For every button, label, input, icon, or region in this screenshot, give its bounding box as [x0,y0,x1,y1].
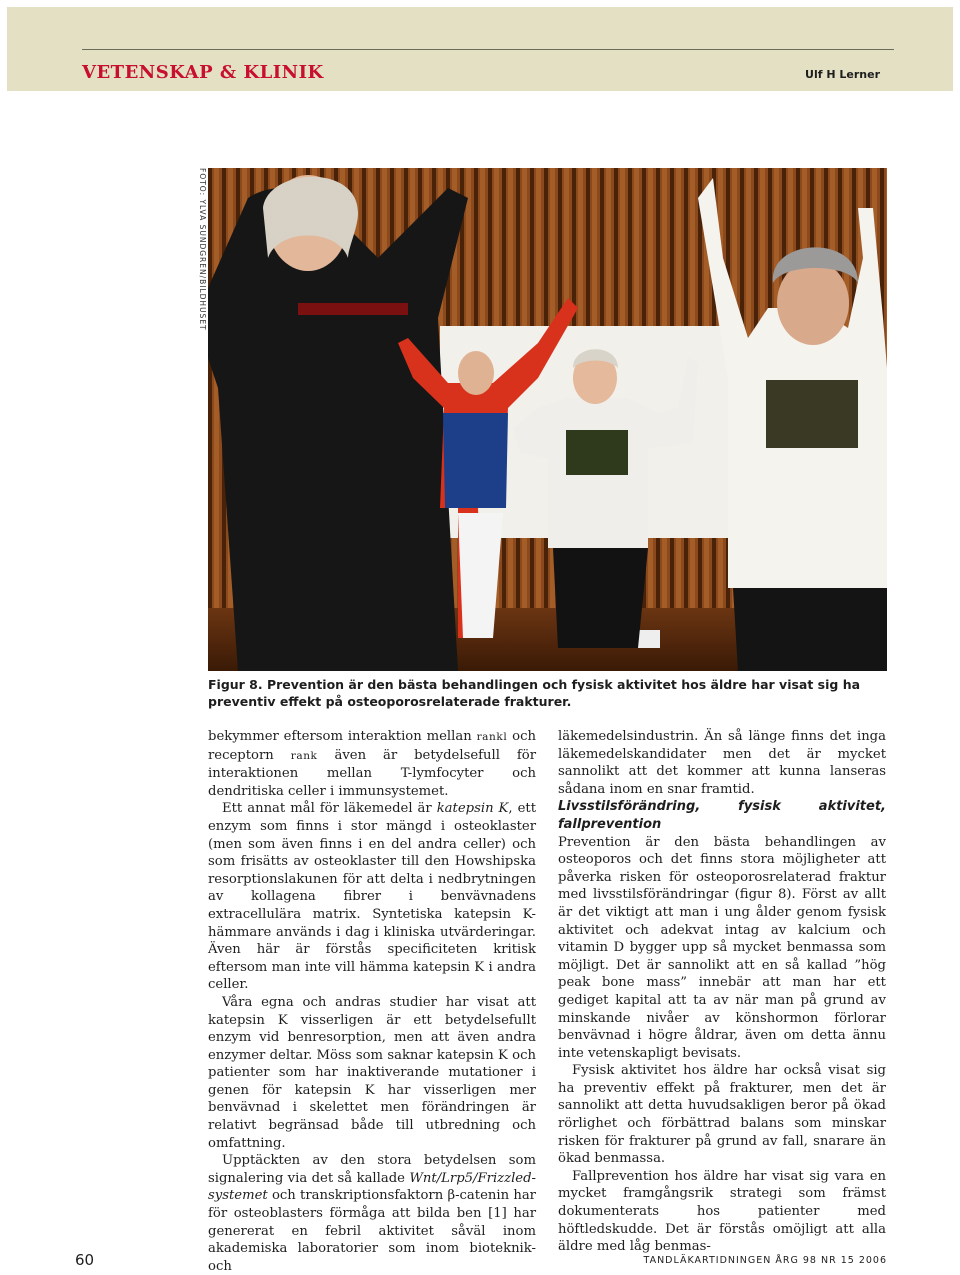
paragraph: Ett annat mål för läkemedel är katepsin K, ett enzym som finns i stor mängd i osteoklaster (men som även finns i en del andra celler) och som frisätts av osteoklaster till den Howshipska resorptionslakunen för att delta i nedbrytningen av kollagena fibrer i benvävnadens extracellulära matrix. Syntetiska katepsin K-hämmare används i dag i kliniska utvärderingar. Även här är förstås specificiteten kritisk eftersom man inte vill hämma katepsin K i andra celler. [208,801,536,993]
rank-smallcaps: rank [290,749,318,762]
header-band [7,7,953,91]
photo-credit: FOTO: YLVA SUNDGREN/BILDHUSET [198,168,207,331]
left-text-column [208,728,536,1275]
emphasis: Wnt/Lrp5/Frizzled-systemet [208,1170,536,1204]
paragraph: Fysisk aktivitet hos äldre har också visat sig ha preventiv effekt på frakturer, men det är sannolikt att detta huvudsakligen beror på ökad rörlighet och förbättrad balans som minskar risken för frakturer på grund av fall, snarare än ökad benmassa. [558,1063,886,1167]
emphasis: katepsin K [436,801,509,817]
rankl-smallcaps: rankl [476,731,508,743]
page-number: 60 [75,1251,95,1269]
subheading: Livsstilsförändring, fysisk aktivitet, fallprevention [558,799,886,832]
section-title: VETENSKAP & KLINIK [82,62,324,83]
paragraph: Upptäckten av den stora betydelsen som signalering via det så kallade Wnt/Lrp5/Frizzled-systemet och transkriptionsfaktorn β-catenin har för osteoblasters förmåga att bilda ben [1] har genererat en febril aktivitet såväl inom akademiska laboratorier som inom bioteknik- och [208,1153,536,1274]
paragraph: Våra egna och andras studier har visat att katepsin K visserligen är ett betydelsefullt enzym vid benresorption, men att även andra enzymer deltar. Möss som saknar katepsin K och patienter som har inaktiverande mutationer i genen för katepsin K har visserligen mer benvävnad i skelettet men förändringen är relativt begränsad både till utbredning och omfattning. [208,994,536,1151]
exercise-photo [208,168,887,671]
right-text-column [558,728,886,1256]
paragraph: Prevention är den bästa behandlingen av osteoporos och det finns stora möjligheter att påverka risken för osteoporosrelaterad fraktur med livsstilsförändringar (figur 8). Först av allt är det viktigt att man i ung ålder genom fysisk aktivitet och adekvat intag av kalcium och vitamin D bygger upp så mycket benmassa som möjligt. Det är sannolikt att en så kallad ”hög peak bone mass” innebär att man har ett gediget kapital att ta av när man på grund av minskande nivåer av könshormon förlorar benvävnad i högre åldrar, även om detta ännu inte vetenskapligt bevisats. [558,834,886,1061]
paragraph: läkemedelsindustrin. Än så länge finns det inga läkemedelskandidater men det är mycket sannolikt att det kommer att kunna lanseras sådana inom en snar framtid. [558,729,886,797]
figure-caption: Figur 8. Prevention är den bästa behandlingen och fysisk aktivitet hos äldre har visat sig ha preventiv effekt på osteoporosrelaterade frakturer. [208,677,861,709]
paragraph: bekymmer eftersom interaktion mellan rankl och receptorn rank även är betydelsefull för interaktionen mellan T-lymfocyter och dendritiska celler i immunsystemet. [208,729,537,799]
author-name: Ulf H Lerner [805,68,880,81]
paragraph: Fallprevention hos äldre har visat sig vara en mycket framgångsrik strategi som främst dokumenterats hos patienter med höftledskudde. Det är förstås omöjligt att alla äldre med låg benmas- [558,1168,886,1255]
journal-footer: TANDLÄKARTIDNINGEN ÅRG 98 NR 15 2006 [643,1255,887,1266]
header-rule [82,49,894,50]
